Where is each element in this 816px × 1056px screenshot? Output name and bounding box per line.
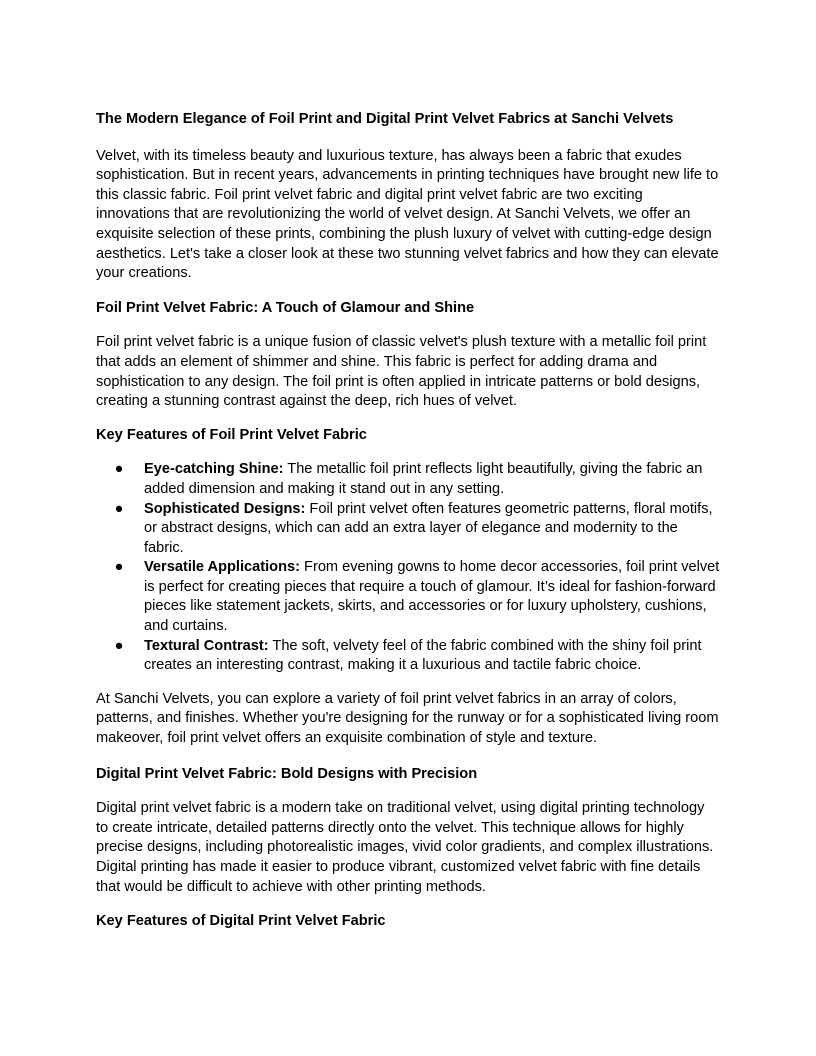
bullet-icon: ● <box>114 461 124 478</box>
digital-print-paragraph: Digital print velvet fabric is a modern take on traditional velvet, using digital printing technology to create intricate, detailed patterns directly onto the velvet. This technique allows for highly precise designs, including photorealistic images, vivid color gradients, and complex illustrations. Digital printing has made it easier to produce vibrant, customized velvet fabric with fine details that would be difficult to achieve with other printing methods. <box>96 800 714 895</box>
feature-term: Textural Contrast: <box>144 637 269 654</box>
feature-text: The soft, velvety feel of the fabric combined with the shiny foil print creates an interesting contrast, making it a luxurious and tactile fabric choice. <box>144 637 702 674</box>
foil-print-paragraph: Foil print velvet fabric is a unique fusion of classic velvet's plush texture with a metallic foil print that adds an element of shimmer and shine. This fabric is perfect for adding drama and sophistication to any design. The foil print is often applied in intricate patterns or bold designs, creating a stunning contrast against the deep, rich hues of velvet. <box>96 334 707 410</box>
feature-term: Sophisticated Designs: <box>144 500 306 517</box>
feature-term: Versatile Applications: <box>144 559 300 576</box>
bullet-icon: ● <box>114 559 124 576</box>
foil-features-heading: Key Features of Foil Print Velvet Fabric <box>96 426 367 443</box>
feature-text: From evening gowns to home decor accessories, foil print velvet is perfect for creating pieces that require a touch of glamour. It’s ideal for fashion-forward pieces like statement jackets, skirts, and accessories or for luxury upholstery, cushions, and curtains. <box>144 559 720 635</box>
feature-text: The metallic foil print reflects light beautifully, giving the fabric an added dimension and making it stand out in any setting. <box>144 461 703 497</box>
list-item <box>96 500 720 559</box>
digital-print-heading: Digital Print Velvet Fabric: Bold Designs with Precision <box>96 765 478 782</box>
feature-term: Eye-catching Shine: <box>144 461 284 478</box>
foil-features-list <box>96 460 720 676</box>
list-item <box>96 637 720 676</box>
list-item <box>96 460 720 499</box>
feature-text: Foil print velvet often features geometric patterns, floral motifs, or abstract designs, which can add an extra layer of elegance and modernity to the fabric. <box>144 500 713 556</box>
foil-closing-paragraph: At Sanchi Velvets, you can explore a variety of foil print velvet fabrics in an array of colors, patterns, and finishes. Whether you're designing for the runway or for a sophisticated living room makeover, foil print velvet offers an exquisite combination of style and texture. <box>96 690 719 747</box>
foil-print-heading: Foil Print Velvet Fabric: A Touch of Glamour and Shine <box>96 299 475 316</box>
intro-paragraph: Velvet, with its timeless beauty and luxurious texture, has always been a fabric that exudes sophistication. But in recent years, advancements in printing techniques have brought new life to this classic fabric. Foil print velvet fabric and digital print velvet fabric are two exciting innovations that are revolutionizing the world of velvet design. At Sanchi Velvets, we offer an exquisite selection of these prints, combining the plush luxury of velvet with cutting-edge design aesthetics. Let's take a closer look at these two stunning velvet fabrics and how they can elevate your creations. <box>96 147 719 282</box>
bullet-icon: ● <box>114 500 124 517</box>
document-page <box>96 110 720 932</box>
bullet-icon: ● <box>114 637 124 654</box>
document-title: The Modern Elegance of Foil Print and Digital Print Velvet Fabrics at Sanchi Velvets <box>96 111 674 127</box>
digital-features-heading: Key Features of Digital Print Velvet Fabric <box>96 913 386 930</box>
list-item <box>96 558 720 636</box>
